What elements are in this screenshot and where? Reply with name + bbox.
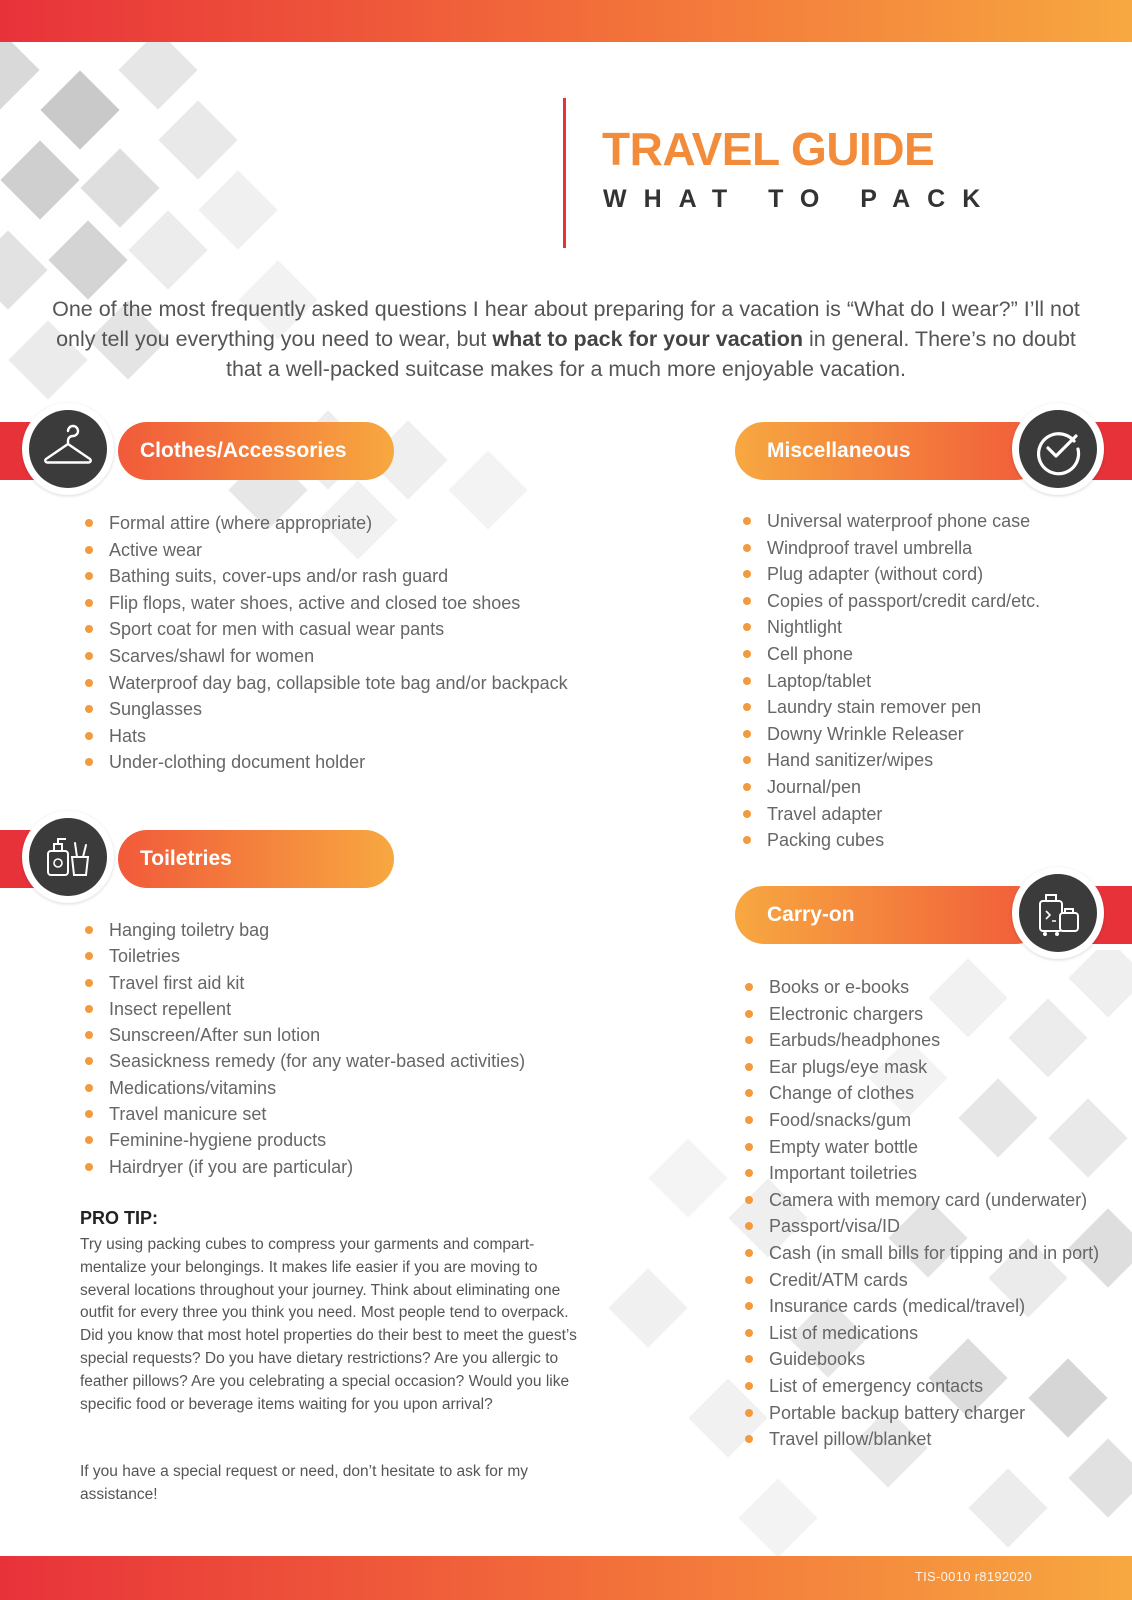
list-item: List of emergency contacts [742,1373,1099,1400]
hanger-icon [29,410,107,488]
list-item: Sport coat for men with casual wear pants [82,616,568,643]
misc-header-label: Miscellaneous [767,439,911,462]
list-item: Flip flops, water shoes, active and closed toe shoes [82,590,568,617]
list-item: Travel adapter [740,801,1040,828]
toiletries-header-label: Toiletries [140,847,232,870]
list-item: Feminine-hygiene products [82,1127,525,1153]
carryon-list [742,974,1099,1453]
list-item: Guidebooks [742,1346,1099,1373]
toiletries-icon [29,818,107,896]
carryon-icon-badge [1012,867,1104,959]
toiletries-list [82,917,525,1180]
page-title: TRAVEL GUIDE [602,123,935,175]
list-item: Copies of passport/credit card/etc. [740,588,1040,615]
list-item: List of medications [742,1320,1099,1347]
list-item: Earbuds/headphones [742,1027,1099,1054]
luggage-icon [1019,874,1097,952]
list-item: Journal/pen [740,774,1040,801]
clothes-icon-badge [22,403,114,495]
list-item: Hairdryer (if you are particular) [82,1154,525,1180]
list-item: Downy Wrinkle Releaser [740,721,1040,748]
toiletries-header [118,830,394,888]
protip-heading: PRO TIP: [80,1208,159,1228]
misc-icon-badge [1012,403,1104,495]
misc-list [740,508,1040,854]
list-item: Electronic chargers [742,1001,1099,1028]
list-item: Credit/ATM cards [742,1267,1099,1294]
list-item: Empty water bottle [742,1134,1099,1161]
carryon-header [735,886,1045,944]
list-item: Travel first aid kit [82,970,525,996]
intro-text-end: in general. There’s no doubt that a well-packed suitcase makes for a much more enjoyable vacation. [226,327,1076,381]
list-item: Windproof travel umbrella [740,535,1040,562]
list-item: Laptop/tablet [740,668,1040,695]
list-item: Hats [82,723,568,750]
list-item: Books or e-books [742,974,1099,1001]
protip-note: If you have a special request or need, don’t hesitate to ask for my assistance! [80,1463,529,1503]
list-item: Seasickness remedy (for any water-based activities) [82,1048,525,1074]
intro-text-start: One of the most frequently asked questions I hear about preparing for a vacation is “What do I wear?” I’ll not only tell you everything you need to wear, but [52,297,1080,351]
list-item: Universal waterproof phone case [740,508,1040,535]
intro-paragraph [40,294,1092,384]
list-item: Hand sanitizer/wipes [740,747,1040,774]
list-item: Change of clothes [742,1080,1099,1107]
list-item: Travel pillow/blanket [742,1426,1099,1453]
list-item: Nightlight [740,614,1040,641]
clothes-header [118,422,394,480]
list-item: Toiletries [82,943,525,969]
carryon-header-label: Carry-on [767,903,855,926]
list-item: Waterproof day bag, collapsible tote bag and/or backpack [82,670,568,697]
list-item: Laundry stain remover pen [740,694,1040,721]
list-item: Scarves/shawl for women [82,643,568,670]
toiletries-icon-badge [22,811,114,903]
list-item: Sunscreen/After sun lotion [82,1022,525,1048]
list-item: Plug adapter (without cord) [740,561,1040,588]
list-item: Packing cubes [740,827,1040,854]
list-item: Important toiletries [742,1160,1099,1187]
list-item: Insect repellent [82,996,525,1022]
misc-header [735,422,1045,480]
intro-bold-text: what to pack for your vacation [492,327,803,351]
clothes-header-label: Clothes/Accessories [140,439,347,462]
clothes-list [82,510,568,776]
list-item: Food/snacks/gum [742,1107,1099,1134]
title-accent-line [563,98,566,248]
list-item: Portable backup battery charger [742,1400,1099,1427]
list-item: Active wear [82,537,568,564]
page-subtitle: WHAT TO PACK [603,185,998,213]
checkmark-icon [1019,410,1097,488]
list-item: Hanging toiletry bag [82,917,525,943]
list-item: Ear plugs/eye mask [742,1054,1099,1081]
list-item: Camera with memory card (underwater) [742,1187,1099,1214]
list-item: Cell phone [740,641,1040,668]
list-item: Formal attire (where appropriate) [82,510,568,537]
list-item: Bathing suits, cover-ups and/or rash guard [82,563,568,590]
list-item: Cash (in small bills for tipping and in port) [742,1240,1099,1267]
list-item: Passport/visa/ID [742,1213,1099,1240]
protip-body: Try using packing cubes to compress your garments and compart-mentalize your belongings. It makes life easier if you are moving to several locations throughout your journey. Think about eliminating one outfit for every three you think you need. Most people tend to overpack. Did you know that most hotel properties do their best to meet the guest’s special requests? Do you have dietary restrictions? Are you allergic to feather pillows? Are you celebrating a special occasion? Would you like specific food or beverage items waiting for you upon arrival? [80,1236,577,1413]
list-item: Sunglasses [82,696,568,723]
top-color-bar [0,0,1132,42]
list-item: Travel manicure set [82,1101,525,1127]
list-item: Under-clothing document holder [82,749,568,776]
list-item: Medications/vitamins [82,1075,525,1101]
document-code: TIS-0010 r8192020 [914,1569,1032,1584]
list-item: Insurance cards (medical/travel) [742,1293,1099,1320]
